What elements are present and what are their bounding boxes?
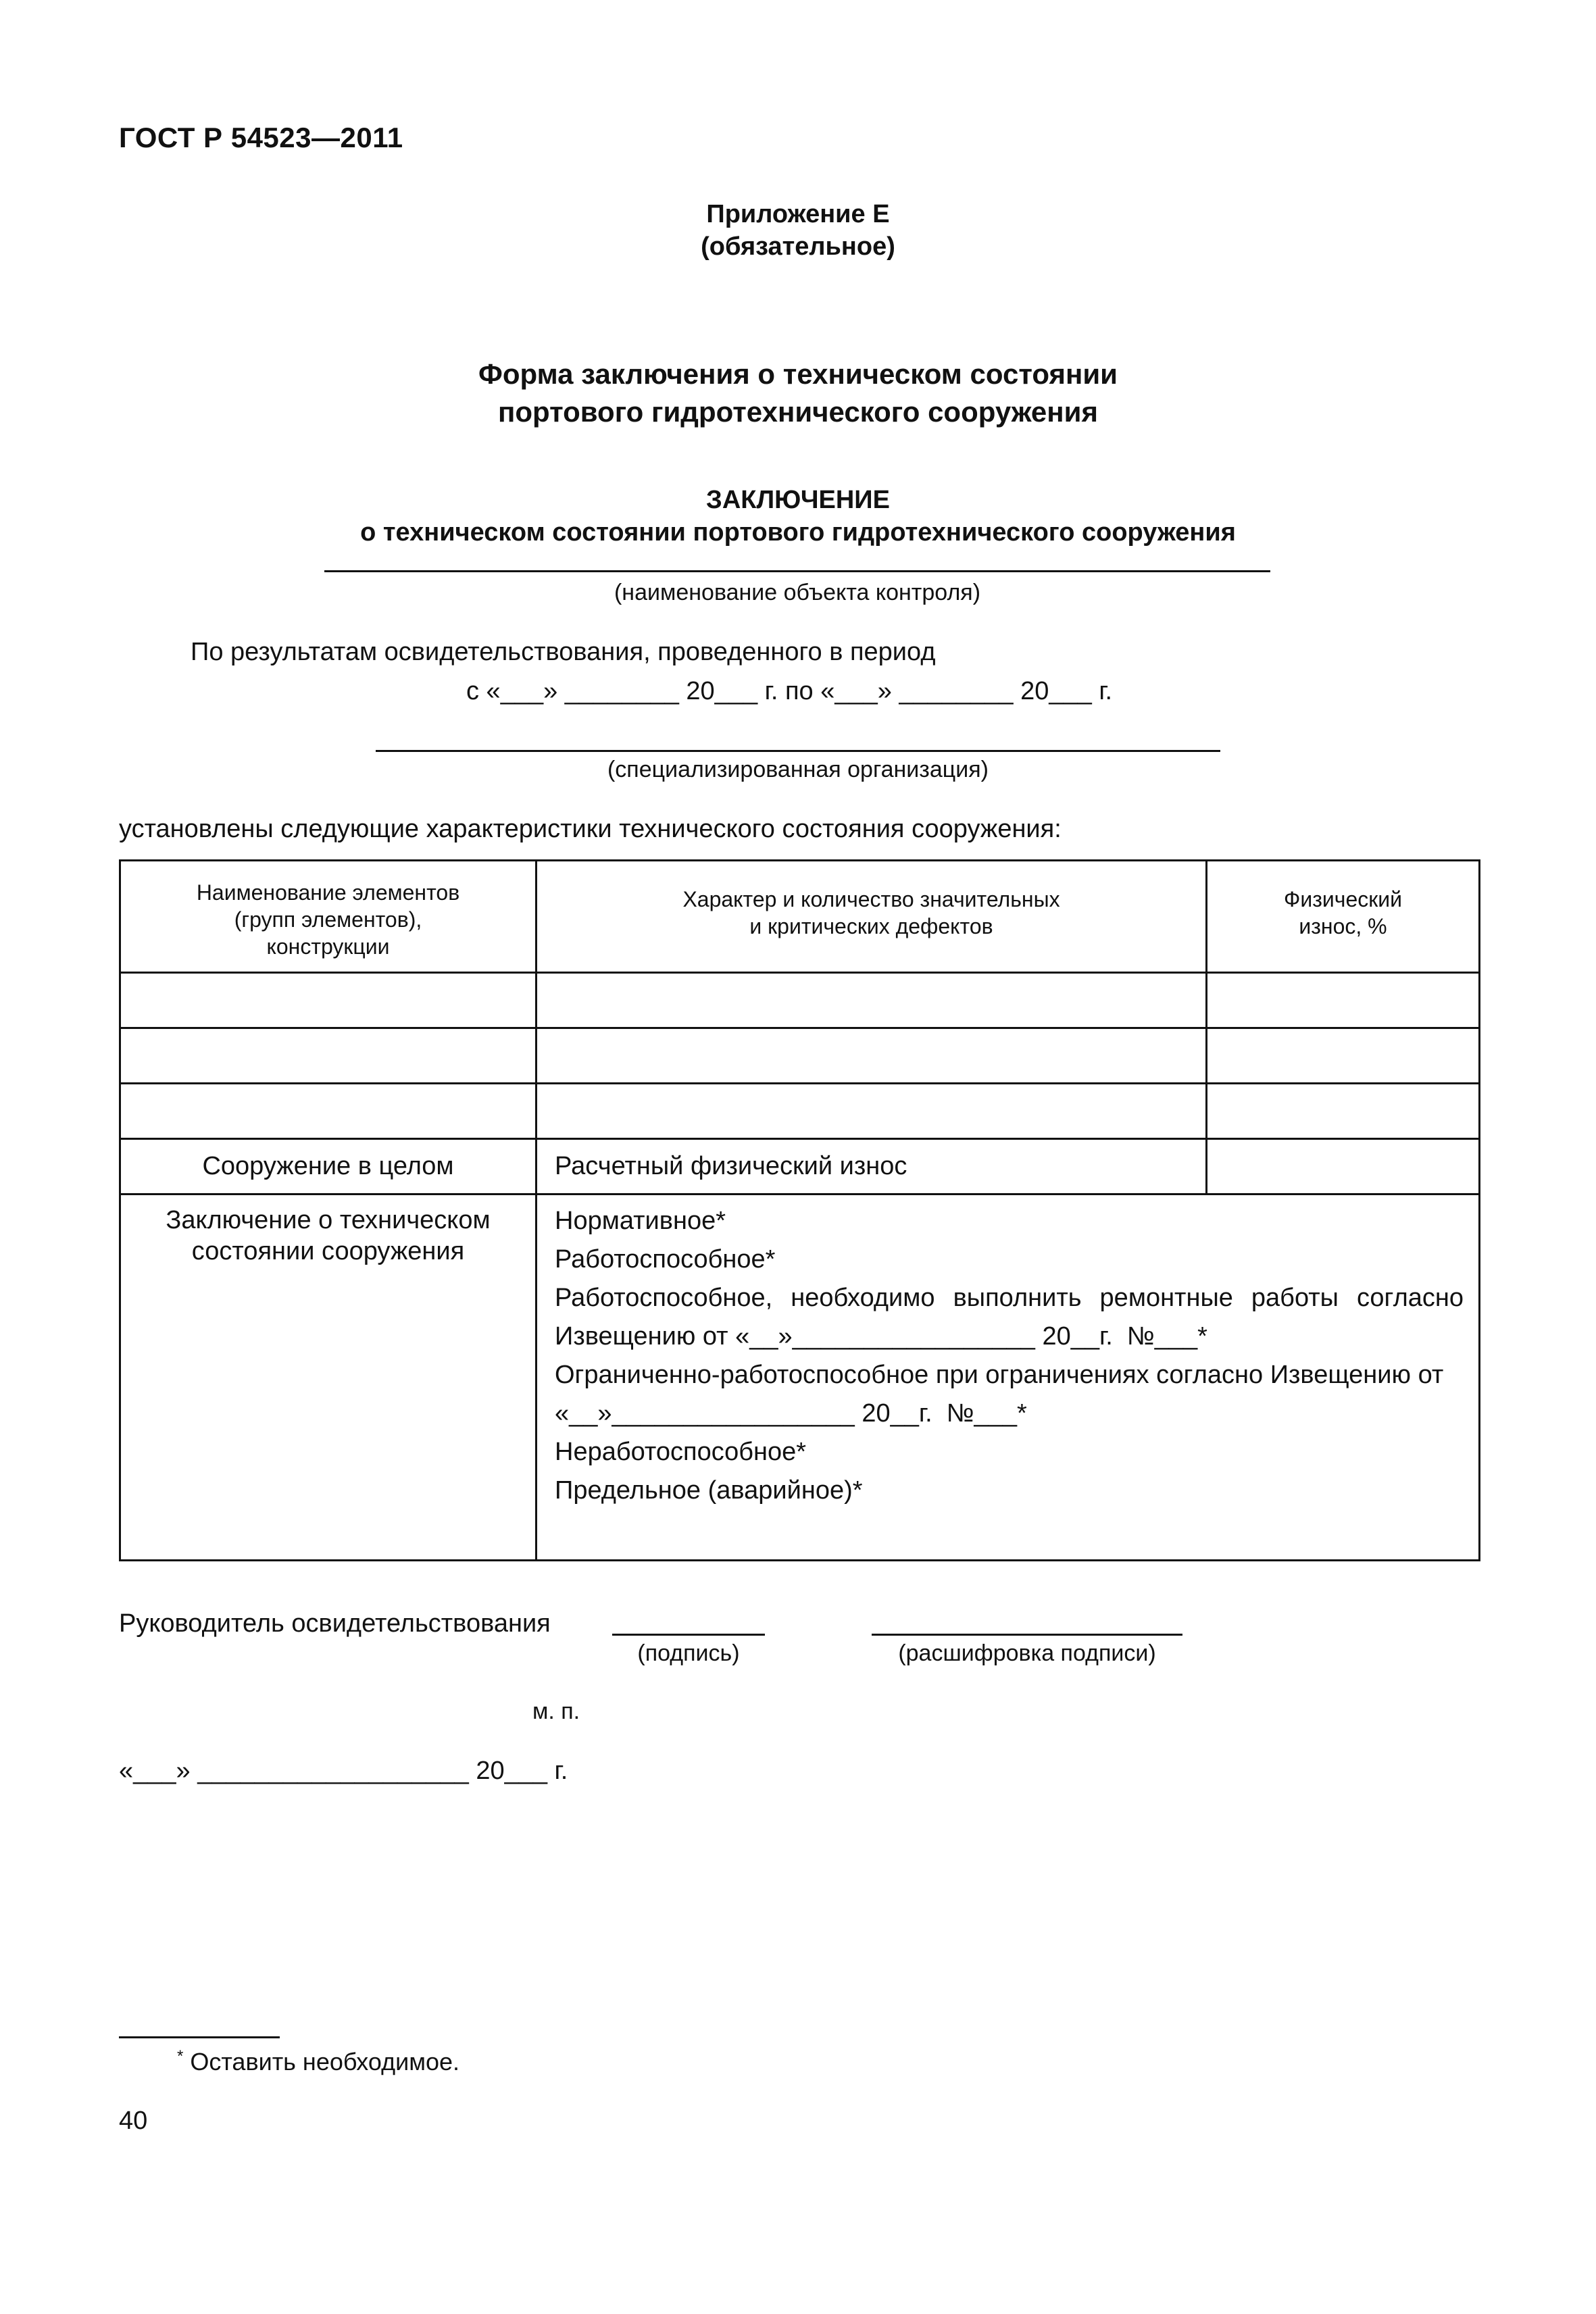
signature-line[interactable] [612,1634,765,1636]
option-operational[interactable]: Работоспособное* [555,1245,776,1274]
table-cell[interactable] [537,1028,1207,1084]
signature-decode-caption: (расшифровка подписи) [898,1640,1156,1666]
whole-structure-label: Сооружение в целом [120,1139,537,1194]
form-title-line1: Форма заключения о техническом состоянии [478,358,1118,390]
stamp-place: м. п. [532,1699,580,1724]
footnote-separator [119,2036,280,2038]
footnote-text: Оставить необходимое. [183,2048,460,2076]
table-cell[interactable] [120,973,537,1028]
header-wear-line1: Физический [1284,887,1402,911]
header-elements [120,861,537,973]
table-cell[interactable] [537,973,1207,1028]
organization-line[interactable] [376,750,1220,752]
form-title [0,355,1596,431]
footnote-mark: * [177,2047,184,2065]
conclusion-row [120,1194,1480,1561]
header-elements-line3: конструкции [266,934,390,959]
table-header-row [120,861,1480,973]
conclusion-options [537,1194,1480,1561]
conclusion-label-line1: Заключение о техническом [166,1206,491,1234]
table-cell[interactable] [1207,1084,1480,1139]
survey-text: По результатам освидетельствования, проведенного в период [191,638,936,666]
conclusion-subheading: о техническом состоянии портового гидротехнического сооружения [360,518,1236,547]
table-row [120,1084,1480,1139]
header-defects-line1: Характер и количество значительных [682,887,1060,911]
header-elements-line1: Наименование элементов [196,880,460,905]
option-normative[interactable]: Нормативное* [555,1207,726,1235]
calc-wear-value[interactable] [1207,1139,1480,1194]
appendix-status: (обязательное) [701,232,895,261]
option-operational-repair[interactable]: Работоспособное, необходимо выполнить ремонтные работы согласно [555,1284,1464,1312]
option-emergency[interactable]: Предельное (аварийное)* [555,1476,863,1505]
table-cell[interactable] [120,1084,537,1139]
period-line[interactable]: с «___» ________ 20___ г. по «___» ________ 20___ г. [466,677,1113,705]
table-cell[interactable] [537,1084,1207,1139]
appendix-title: Приложение Е [706,200,890,228]
table-cell[interactable] [1207,973,1480,1028]
table-row [120,973,1480,1028]
option-inoperable[interactable]: Неработоспособное* [555,1438,807,1466]
condition-table [119,859,1480,1561]
option-limited-notice[interactable]: «__»_________________ 20__г. №___* [555,1399,1027,1428]
footnote [177,2047,459,2076]
calc-wear-label: Расчетный физический износ [537,1139,1207,1194]
conclusion-label [120,1194,537,1561]
conclusion-label-line2: состоянии сооружения [191,1237,465,1265]
object-name-caption: (наименование объекта контроля) [614,580,981,605]
signature-caption: (подпись) [637,1640,740,1666]
survey-head-role: Руководитель освидетельствования [119,1609,551,1638]
organization-caption: (специализированная организация) [607,757,989,782]
whole-structure-row [120,1139,1480,1194]
page-number: 40 [119,2107,148,2135]
table-cell[interactable] [120,1028,537,1084]
intro-text: установлены следующие характеристики технического состояния сооружения: [119,815,1062,843]
object-name-line[interactable] [324,570,1270,572]
conclusion-heading: ЗАКЛЮЧЕНИЕ [706,486,890,514]
table-row [120,1028,1480,1084]
conclusion-heading-block [0,484,1596,549]
header-defects-line2: и критических дефектов [749,914,993,938]
header-wear [1207,861,1480,973]
signature-decode-line[interactable] [872,1634,1182,1636]
option-operational-repair-notice[interactable]: Извещению от «__»_________________ 20__г. №___* [555,1322,1207,1351]
header-wear-line2: износ, % [1299,914,1387,938]
document-code: ГОСТ Р 54523—2011 [119,122,403,153]
form-title-line2: портового гидротехнического сооружения [498,396,1098,428]
header-defects [537,861,1207,973]
signature-date-line[interactable]: «___» ___________________ 20___ г. [119,1757,568,1785]
table-cell[interactable] [1207,1028,1480,1084]
header-elements-line2: (групп элементов), [234,907,422,932]
option-limited[interactable]: Ограниченно-работоспособное при ограничениях согласно Извещению от [555,1361,1444,1389]
